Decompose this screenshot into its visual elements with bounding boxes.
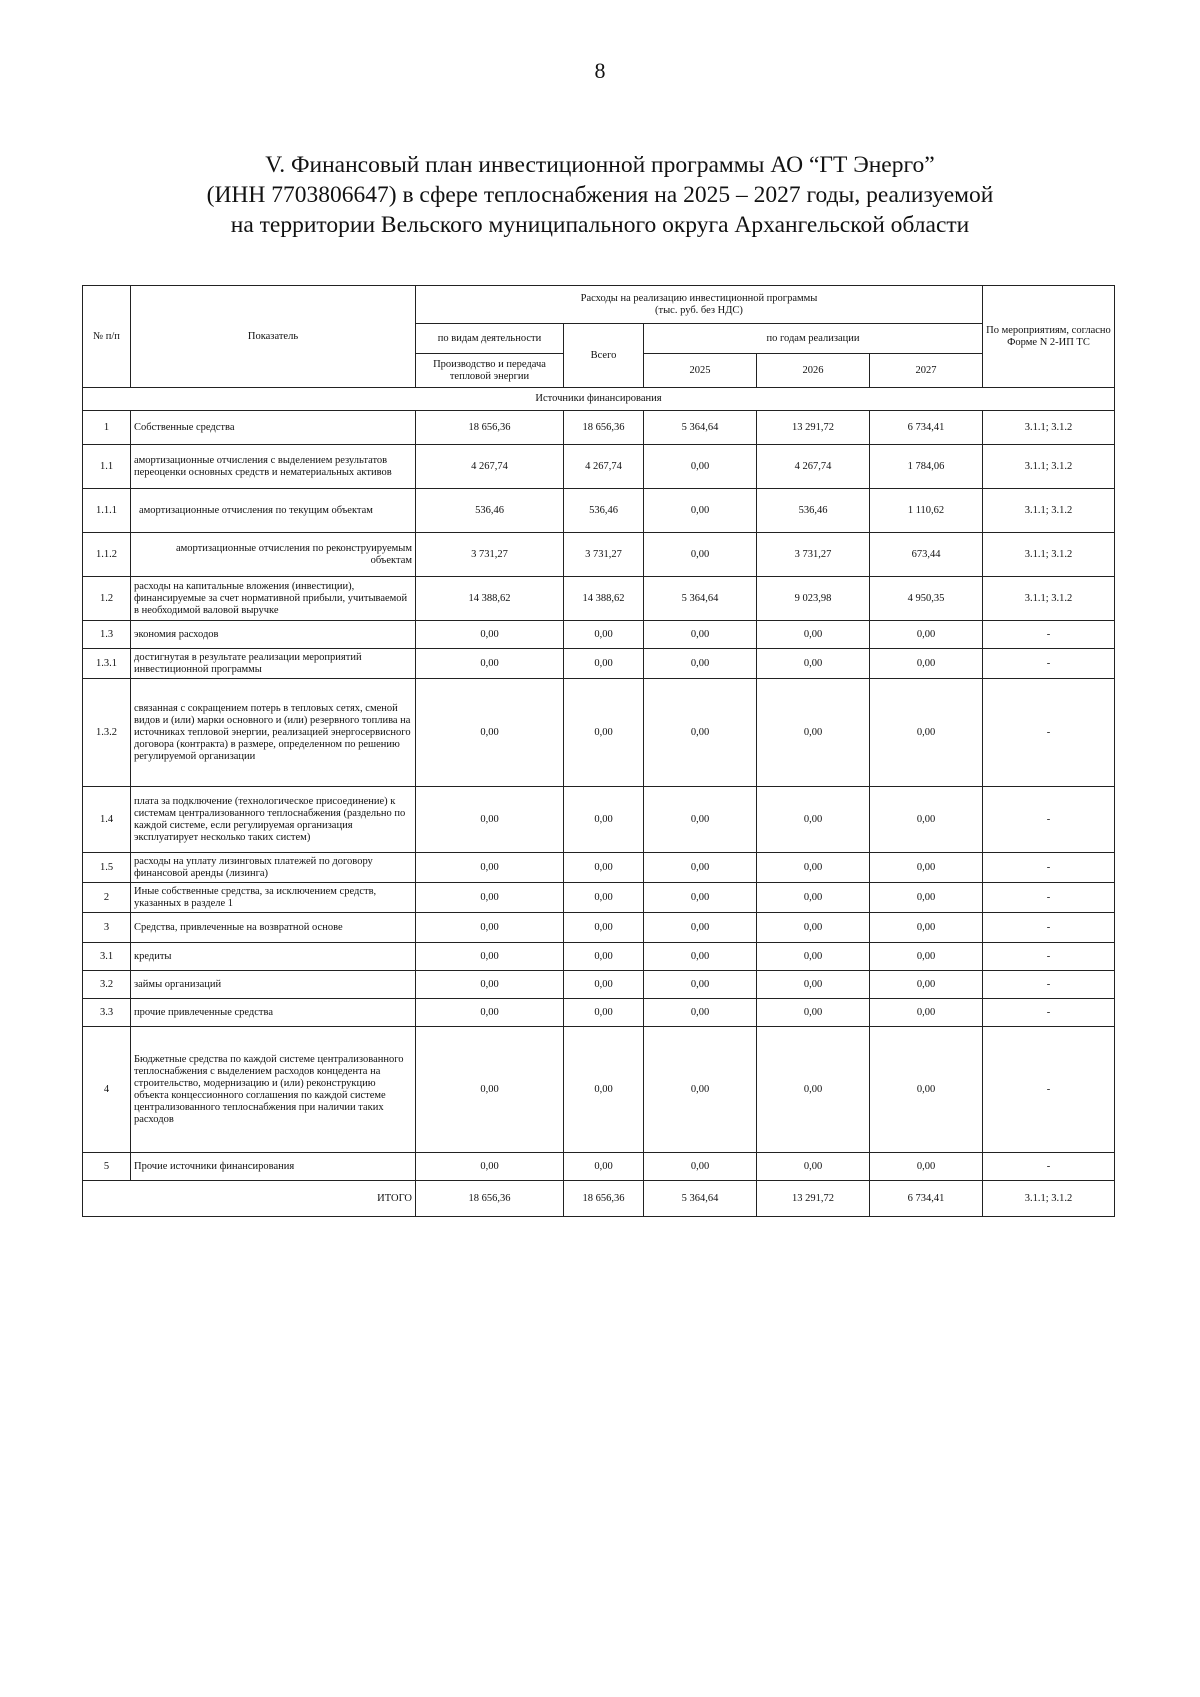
cell-total: 0,00	[564, 913, 644, 943]
cell-measures: -	[983, 1027, 1115, 1153]
cell-measures: -	[983, 943, 1115, 971]
cell-production: 0,00	[416, 943, 564, 971]
cell-measures: -	[983, 883, 1115, 913]
table-row	[83, 971, 1115, 999]
cell-2026: 536,46	[757, 489, 870, 533]
cell-2025: 0,00	[644, 883, 757, 913]
cell-total: 0,00	[564, 679, 644, 787]
row-label: Бюджетные средства по каждой системе централизованного теплоснабжения с выделением расходов концедента на строительство, модернизацию и (или) реконструкцию объекта концессионного соглашения по каждой системе централизованного теплоснабжения при наличии таких расходов	[131, 1027, 416, 1153]
cell-total: 0,00	[564, 1153, 644, 1181]
row-number: 2	[83, 883, 131, 913]
row-number: 1.3.2	[83, 679, 131, 787]
row-label: расходы на капитальные вложения (инвестиции), финансируемые за счет нормативной прибыли, учитываемой в необходимой валовой выручке	[131, 577, 416, 621]
cell-2026: 0,00	[757, 913, 870, 943]
table-row	[83, 1027, 1115, 1153]
header-expenses-line-2: (тыс. руб. без НДС)	[655, 304, 743, 316]
cell-2027: 673,44	[870, 533, 983, 577]
cell-total: 0,00	[564, 853, 644, 883]
cell-total: 0,00	[564, 649, 644, 679]
cell-2026: 0,00	[757, 787, 870, 853]
row-number: 3	[83, 913, 131, 943]
cell-2025: 0,00	[644, 853, 757, 883]
cell-2026: 9 023,98	[757, 577, 870, 621]
cell-production: 0,00	[416, 1027, 564, 1153]
table-row	[83, 679, 1115, 787]
cell-2026: 0,00	[757, 853, 870, 883]
table-row	[83, 883, 1115, 913]
cell-production: 536,46	[416, 489, 564, 533]
cell-2027: 0,00	[870, 1153, 983, 1181]
row-label: Средства, привлеченные на возвратной основе	[131, 913, 416, 943]
cell-2026: 0,00	[757, 621, 870, 649]
table-row	[83, 533, 1115, 577]
header-indicator: Показатель	[131, 286, 416, 388]
row-label: расходы на уплату лизинговых платежей по договору финансовой аренды (лизинга)	[131, 853, 416, 883]
row-number: 1	[83, 411, 131, 445]
header-year-2026: 2026	[757, 354, 870, 388]
cell-2027: 0,00	[870, 853, 983, 883]
total-measures: 3.1.1; 3.1.2	[983, 1181, 1115, 1217]
financial-plan-table	[82, 285, 1115, 1217]
cell-total: 0,00	[564, 1027, 644, 1153]
total-2026: 13 291,72	[757, 1181, 870, 1217]
row-label: прочие привлеченные средства	[131, 999, 416, 1027]
cell-2025: 0,00	[644, 649, 757, 679]
cell-2027: 0,00	[870, 913, 983, 943]
table-row	[83, 621, 1115, 649]
row-number: 1.5	[83, 853, 131, 883]
cell-2027: 6 734,41	[870, 411, 983, 445]
cell-measures: 3.1.1; 3.1.2	[983, 445, 1115, 489]
cell-production: 3 731,27	[416, 533, 564, 577]
cell-total: 3 731,27	[564, 533, 644, 577]
table-row	[83, 787, 1115, 853]
cell-production: 4 267,74	[416, 445, 564, 489]
table-row	[83, 577, 1115, 621]
total-production: 18 656,36	[416, 1181, 564, 1217]
cell-measures: -	[983, 1153, 1115, 1181]
cell-2026: 0,00	[757, 883, 870, 913]
row-label: займы организаций	[131, 971, 416, 999]
table-row	[83, 943, 1115, 971]
cell-total: 14 388,62	[564, 577, 644, 621]
header-total: Всего	[564, 324, 644, 388]
row-number: 1.4	[83, 787, 131, 853]
header-expenses	[416, 286, 983, 324]
row-number: 5	[83, 1153, 131, 1181]
table-row	[83, 649, 1115, 679]
row-number: 1.1.2	[83, 533, 131, 577]
cell-production: 0,00	[416, 1153, 564, 1181]
cell-2025: 0,00	[644, 445, 757, 489]
header-measures: По мероприятиям, согласно Форме N 2-ИП ТС	[983, 286, 1115, 388]
cell-2025: 0,00	[644, 489, 757, 533]
cell-production: 0,00	[416, 883, 564, 913]
row-label: Иные собственные средства, за исключением средств, указанных в разделе 1	[131, 883, 416, 913]
row-number: 1.1	[83, 445, 131, 489]
cell-2027: 0,00	[870, 1027, 983, 1153]
cell-2026: 0,00	[757, 1153, 870, 1181]
cell-production: 0,00	[416, 621, 564, 649]
header-year-2025: 2025	[644, 354, 757, 388]
cell-measures: -	[983, 999, 1115, 1027]
cell-2025: 0,00	[644, 1027, 757, 1153]
cell-2027: 0,00	[870, 943, 983, 971]
row-label: амортизационные отчисления по реконструируемым объектам	[131, 533, 416, 577]
cell-total: 18 656,36	[564, 411, 644, 445]
header-by-years: по годам реализации	[644, 324, 983, 354]
row-label: Собственные средства	[131, 411, 416, 445]
row-label: плата за подключение (технологическое присоединение) к системам централизованного теплоснабжения (раздельно по каждой системе, если регулируемая организация эксплуатирует несколько таких систем)	[131, 787, 416, 853]
cell-2025: 0,00	[644, 971, 757, 999]
total-2027: 6 734,41	[870, 1181, 983, 1217]
cell-production: 0,00	[416, 913, 564, 943]
cell-total: 0,00	[564, 943, 644, 971]
cell-2025: 0,00	[644, 943, 757, 971]
cell-production: 0,00	[416, 787, 564, 853]
cell-measures: -	[983, 649, 1115, 679]
cell-measures: -	[983, 971, 1115, 999]
row-label: связанная с сокращением потерь в тепловых сетях, сменой видов и (или) марки основного и (или) резервного топлива на источниках тепловой энергии, реализацией энергосервисного договора (контракта) в размере, определенном по решению регулируемой организации	[131, 679, 416, 787]
cell-2027: 0,00	[870, 883, 983, 913]
header-by-activity: по видам деятельности	[416, 324, 564, 354]
cell-production: 14 388,62	[416, 577, 564, 621]
cell-2025: 0,00	[644, 621, 757, 649]
cell-measures: 3.1.1; 3.1.2	[983, 577, 1115, 621]
total-2025: 5 364,64	[644, 1181, 757, 1217]
section-title: Источники финансирования	[83, 388, 1115, 411]
cell-2025: 0,00	[644, 1153, 757, 1181]
cell-production: 0,00	[416, 971, 564, 999]
cell-measures: -	[983, 853, 1115, 883]
cell-production: 0,00	[416, 679, 564, 787]
cell-production: 0,00	[416, 649, 564, 679]
header-production: Производство и передача тепловой энергии	[416, 354, 564, 388]
header-year-2027: 2027	[870, 354, 983, 388]
document-title	[120, 150, 1080, 240]
row-label: кредиты	[131, 943, 416, 971]
cell-2026: 0,00	[757, 1027, 870, 1153]
header-expenses-line-1: Расходы на реализацию инвестиционной программы	[580, 292, 818, 304]
total-row	[83, 1181, 1115, 1217]
cell-2025: 5 364,64	[644, 577, 757, 621]
row-number: 1.3	[83, 621, 131, 649]
row-number: 4	[83, 1027, 131, 1153]
cell-2027: 1 784,06	[870, 445, 983, 489]
cell-2026: 0,00	[757, 649, 870, 679]
row-number: 3.3	[83, 999, 131, 1027]
cell-measures: -	[983, 621, 1115, 649]
cell-2025: 0,00	[644, 787, 757, 853]
cell-production: 0,00	[416, 999, 564, 1027]
table-row	[83, 411, 1115, 445]
row-number: 3.1	[83, 943, 131, 971]
total-label: ИТОГО	[83, 1181, 416, 1217]
cell-2027: 0,00	[870, 787, 983, 853]
cell-2025: 0,00	[644, 533, 757, 577]
cell-measures: -	[983, 913, 1115, 943]
title-line-2: (ИНН 7703806647) в сфере теплоснабжения на 2025 – 2027 годы, реализуемой	[206, 182, 994, 208]
cell-measures: -	[983, 679, 1115, 787]
row-label: Прочие источники финансирования	[131, 1153, 416, 1181]
row-number: 1.2	[83, 577, 131, 621]
cell-2025: 5 364,64	[644, 411, 757, 445]
cell-2025: 0,00	[644, 679, 757, 787]
cell-2026: 4 267,74	[757, 445, 870, 489]
cell-2027: 0,00	[870, 999, 983, 1027]
cell-measures: 3.1.1; 3.1.2	[983, 489, 1115, 533]
cell-total: 536,46	[564, 489, 644, 533]
cell-2027: 0,00	[870, 621, 983, 649]
cell-total: 0,00	[564, 999, 644, 1027]
cell-measures: -	[983, 787, 1115, 853]
row-label: амортизационные отчисления по текущим объектам	[131, 489, 416, 533]
cell-2026: 13 291,72	[757, 411, 870, 445]
cell-production: 18 656,36	[416, 411, 564, 445]
row-number: 3.2	[83, 971, 131, 999]
cell-2027: 4 950,35	[870, 577, 983, 621]
cell-2026: 0,00	[757, 971, 870, 999]
table-row	[83, 913, 1115, 943]
table-row	[83, 445, 1115, 489]
table-row	[83, 489, 1115, 533]
title-line-1: V. Финансовый план инвестиционной программы АО “ГТ Энерго”	[265, 152, 935, 178]
table-row	[83, 999, 1115, 1027]
title-line-3: на территории Вельского муниципального округа Архангельской области	[230, 212, 970, 238]
row-number: 1.1.1	[83, 489, 131, 533]
row-label: экономия расходов	[131, 621, 416, 649]
cell-measures: 3.1.1; 3.1.2	[983, 411, 1115, 445]
cell-2026: 3 731,27	[757, 533, 870, 577]
cell-total: 0,00	[564, 787, 644, 853]
row-label: достигнутая в результате реализации мероприятий инвестиционной программы	[131, 649, 416, 679]
cell-2026: 0,00	[757, 679, 870, 787]
table-row	[83, 1153, 1115, 1181]
cell-measures: 3.1.1; 3.1.2	[983, 533, 1115, 577]
cell-2027: 0,00	[870, 971, 983, 999]
cell-2027: 0,00	[870, 649, 983, 679]
header-num: № п/п	[83, 286, 131, 388]
page-number: 8	[594, 58, 606, 83]
row-number: 1.3.1	[83, 649, 131, 679]
cell-production: 0,00	[416, 853, 564, 883]
cell-total: 4 267,74	[564, 445, 644, 489]
cell-2026: 0,00	[757, 999, 870, 1027]
cell-total: 0,00	[564, 621, 644, 649]
cell-2027: 0,00	[870, 679, 983, 787]
row-label: амортизационные отчисления с выделением результатов переоценки основных средств и нематериальных активов	[131, 445, 416, 489]
total-total: 18 656,36	[564, 1181, 644, 1217]
cell-total: 0,00	[564, 883, 644, 913]
cell-2025: 0,00	[644, 913, 757, 943]
cell-total: 0,00	[564, 971, 644, 999]
table-row	[83, 853, 1115, 883]
cell-2025: 0,00	[644, 999, 757, 1027]
cell-2027: 1 110,62	[870, 489, 983, 533]
cell-2026: 0,00	[757, 943, 870, 971]
